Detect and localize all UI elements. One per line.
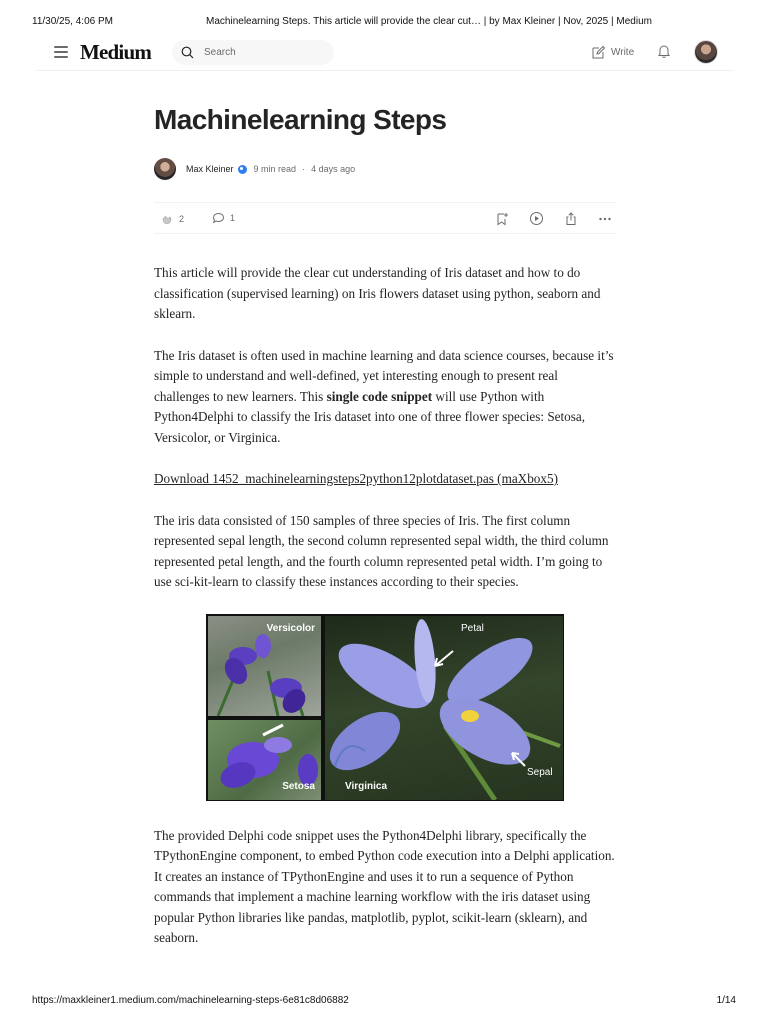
iris-species-figure [206, 614, 564, 801]
byline [154, 157, 616, 181]
setosa-photo [208, 720, 321, 800]
share-icon[interactable] [564, 212, 578, 226]
menu-icon[interactable] [54, 46, 68, 58]
versicolor-label: Versicolor [266, 622, 315, 634]
play-icon[interactable] [529, 211, 544, 226]
paragraph-text: will use Python with Python4Delphi to classify the Iris dataset into one of three flower species: Setosa, Versicolor, or Virginica. [154, 388, 586, 445]
paragraph-download [154, 469, 616, 490]
paragraph-iris-dataset [154, 346, 616, 449]
setosa-label: Setosa [282, 781, 315, 792]
article [154, 100, 616, 970]
search-box[interactable] [172, 40, 334, 65]
article-title: Machinelearning Steps [154, 104, 447, 135]
sepal-label: Sepal [527, 766, 553, 778]
bookmark-add-icon[interactable] [495, 212, 509, 226]
virginica-label: Virginica [345, 781, 388, 792]
search-icon [181, 46, 194, 59]
notifications-button[interactable] [656, 43, 672, 64]
medium-logo[interactable]: Medium [80, 40, 152, 64]
paragraph-delphi-code: The provided Delphi code snippet uses the Python4Delphi library, specifically the TPythonEngine component, to embed Python code execution into a Delphi application. It creates an instance of TPythonEngine and uses it to run a sequence of Python commands that implement a machine learning workflow with the iris dataset using popular Python libraries like pandas, matplotlib, pyplot, scikit-learn (sklearn), and seaborn. [154, 827, 615, 945]
paragraph-intro: This article will provide the clear cut understanding of Iris dataset and how to do classification (supervised learning) on Iris flowers dataset using python, seaborn and sklearn. [154, 265, 601, 321]
versicolor-photo [208, 616, 321, 716]
top-nav [36, 35, 733, 71]
write-label: Write [611, 46, 635, 58]
comment-icon [212, 212, 225, 224]
response-count: 1 [230, 213, 236, 223]
paragraph-text: The Iris dataset is often used in machine learning and data science courses, because it’s simple to understand and well-defined, yet interesting enough to present real challenges to new learners. This [154, 347, 614, 404]
publish-date: 4 days ago [311, 164, 356, 174]
separator-dot: · [302, 164, 306, 174]
article-body [154, 263, 616, 949]
user-avatar[interactable] [694, 40, 718, 64]
responses-button[interactable] [212, 212, 235, 224]
verified-badge-icon [238, 165, 247, 174]
virginica-photo [325, 616, 563, 800]
clap-count: 2 [179, 213, 185, 224]
download-link[interactable]: Download 1452_machinelearningsteps2python12plotdataset.pas (maXbox5) [154, 471, 558, 486]
action-icons-right [495, 211, 612, 226]
write-icon [591, 45, 606, 60]
read-time: 9 min read [253, 164, 297, 174]
print-page-number: 1/14 [716, 995, 736, 1006]
petal-label: Petal [461, 622, 484, 634]
write-button[interactable] [591, 44, 634, 60]
print-url: https://maxkleiner1.medium.com/machinelearning-steps-6e81c8d06882 [32, 995, 349, 1006]
print-title: Machinelearning Steps. This article will provide the clear cut… | by Max Kleiner | Nov, 2025 | Medium [206, 16, 652, 27]
clap-icon [160, 212, 174, 225]
bell-icon [656, 43, 672, 59]
author-avatar[interactable] [154, 158, 176, 180]
action-bar [154, 202, 616, 234]
print-header [32, 16, 736, 30]
more-icon[interactable] [598, 212, 612, 226]
search-input[interactable] [204, 44, 324, 61]
author-name[interactable]: Max Kleiner [186, 164, 234, 174]
clap-button[interactable] [160, 212, 184, 225]
paragraph-iris-data: The iris data consisted of 150 samples of three species of Iris. The first column represented sepal length, the second column represented sepal width, the third column represented petal length, and the fourth column represented petal width. I’m going to use sci-kit-learn to classify these instances according to their species. [154, 512, 609, 589]
print-footer [32, 995, 736, 1009]
print-date: 11/30/25, 4:06 PM [32, 16, 113, 27]
bold-phrase: single code snippet [326, 388, 433, 404]
